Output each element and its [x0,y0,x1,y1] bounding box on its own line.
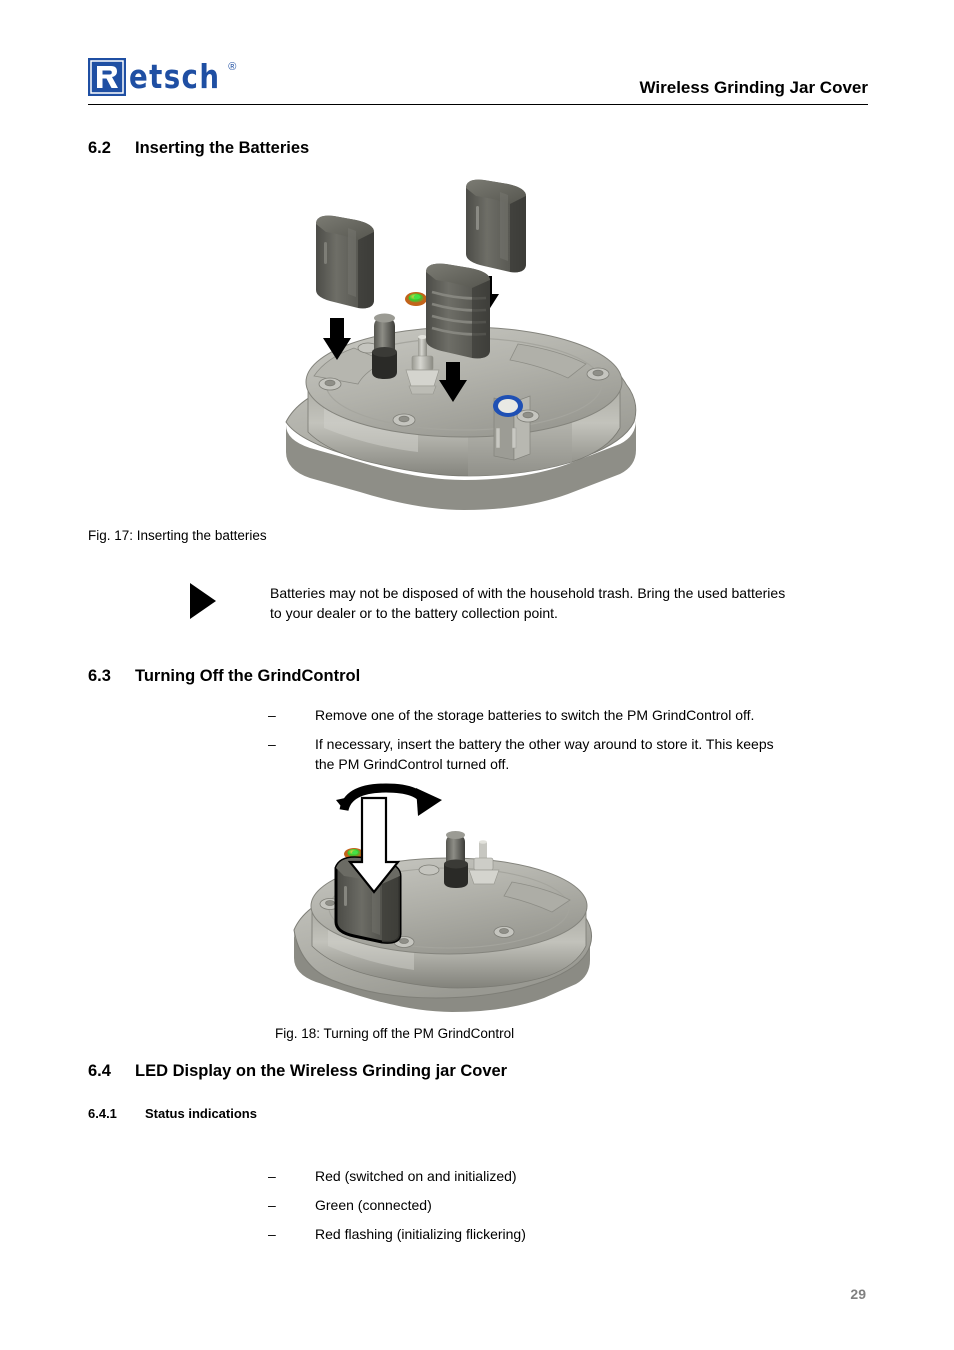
heading-6-4-number: 6.4 [88,1062,111,1080]
status-item-label: Red (switched on and initialized) [315,1168,517,1184]
heading-6-2 [88,139,309,158]
page-title: Wireless Grinding Jar Cover [639,78,868,97]
led-indicator [405,292,427,306]
heading-6-4-1-number: 6.4.1 [88,1106,117,1121]
list-dash: – [268,1168,276,1184]
list-item [268,1166,868,1186]
heading-6-3-number: 6.3 [88,667,111,685]
battery-module-center [426,264,490,359]
heading-6-4 [88,1062,507,1081]
blue-ring-button [490,394,524,424]
status-item-label: Green (connected) [315,1197,432,1213]
list-item [268,705,868,725]
heading-6-4-1 [88,1106,257,1121]
list-dash: – [268,1197,276,1213]
list-dash: – [268,707,276,723]
list-item [268,1224,868,1244]
list-item [268,734,868,774]
figure-18-caption: Fig. 18: Turning off the PM GrindControl [275,1026,515,1041]
header-divider [88,104,868,105]
logo-r-mark [88,58,126,96]
list-dash: – [268,736,276,752]
figure-17-caption: Fig. 17: Inserting the batteries [88,528,267,543]
heading-6-3-title: Turning Off the GrindControl [135,667,361,685]
figure-17-inserting-batteries [268,170,648,515]
list-item [268,1195,868,1215]
status-indications-list [268,1166,868,1253]
list-item-line-2: the PM GrindControl turned off. [315,756,510,772]
list-dash: – [268,1226,276,1242]
triangle-right-icon [190,583,216,619]
rotate-arrow-icon [336,788,442,816]
turning-off-list [268,705,868,783]
registered-trademark-icon: ® [228,61,237,73]
heading-6-2-number: 6.2 [88,139,111,157]
list-item-line-1: Remove one of the storage batteries to switch the PM GrindControl off. [315,707,755,723]
cover-pin [444,831,468,888]
battery-disposal-note [270,583,870,623]
heading-6-2-title: Inserting the Batteries [135,139,310,157]
figure-18-turning-off [286,782,596,1022]
cover-pin [372,314,397,380]
heading-6-3 [88,667,360,686]
page-number: 29 [850,1286,866,1302]
battery-module-left [316,216,374,309]
retsch-logo [88,58,236,98]
heading-6-4-1-title: Status indications [145,1106,257,1121]
logo-wordmark: etsch [129,57,221,96]
heading-6-4-title: LED Display on the Wireless Grinding jar Cover [135,1062,508,1080]
battery-module-right [466,180,526,273]
status-item-label: Red flashing (initializing flickering) [315,1226,526,1242]
note-line-1: Batteries may not be disposed of with the household trash. Bring the used batteries [270,585,786,601]
list-item-line-1: If necessary, insert the battery the other way around to store it. This keeps [315,736,774,752]
note-line-2: to your dealer or to the battery collection point. [270,605,558,621]
page-header [88,58,868,108]
